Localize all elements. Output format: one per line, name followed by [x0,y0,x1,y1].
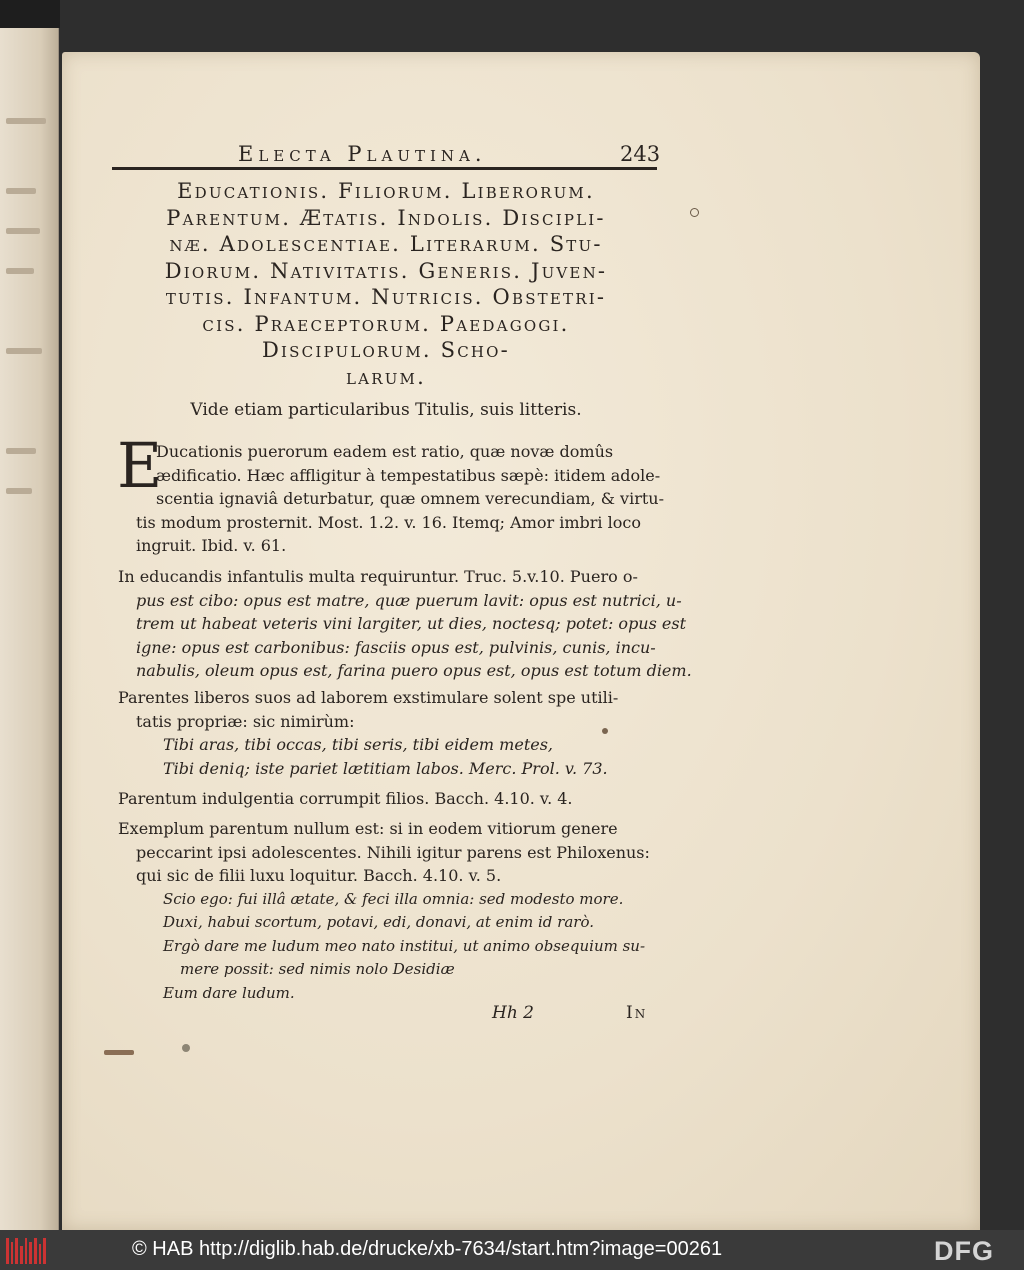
text-line: Parentes liberos suos ad laborem exstimulare solent spe utili- [118,688,619,707]
title-line: cis. Praeceptorum. Paedagogi. [202,311,570,336]
title-line: larum. [346,364,426,389]
verse-line: Ergò dare me ludum meo nato institui, ut animo obsequium su- [163,936,646,955]
paragraph-exemplum [118,817,658,1005]
paragraph-parentes [118,686,658,780]
text-line: nabulis, oleum opus est, farina puero opus est, opus est totum diem. [136,661,692,680]
signature-mark: Hh 2 [492,1003,534,1023]
text-line: peccarint ipsi adolescentes. Nihili igitur parens est Philoxenus: [136,842,650,862]
text-line: trem ut habeat veteris vini largiter, ut dies, noctesq; potet: opus est [136,614,687,633]
paragraph-indulgentia [118,787,658,811]
dfg-logo: DFG [934,1236,994,1266]
catchword: In [626,1003,648,1023]
title-line: Discipulorum. Scho- [262,338,510,362]
verse-line: Duxi, habui scortum, potavi, edi, donavi, at enim id rarò. [163,913,594,931]
cross-reference-note: Vide etiam particularibus Titulis, suis litteris. [190,400,582,420]
text-line: Exemplum parentum nullum est: si in eodem vitiorum genere [118,819,618,838]
paper-blemish [104,1050,134,1055]
verse-line: Eum dare ludum. [163,983,295,1002]
section-title [110,178,662,390]
paper-blemish [602,728,608,734]
text-line: qui sic de filii luxu loquitur. Bacch. 4.10. v. 5. [136,866,502,885]
scan-corner-tab [0,0,60,28]
previous-page-edge [0,28,59,1230]
text-line: scentia ignaviâ deturbatur, quæ omnem verecundiam, & virtu- [156,489,664,508]
text-line: igne: opus est carbonibus: fasciis opus est, pulvinis, cunis, incu- [136,637,656,657]
drop-capital: E [117,429,163,502]
verse-line: Tibi deniq; iste pariet lætitiam labos. Merc. Prol. v. 73. [163,758,608,778]
page-number: 243 [620,142,661,166]
paragraph-educationis [117,429,664,558]
text-line: Parentum indulgentia corrumpit filios. Bacch. 4.10. v. 4. [118,789,573,808]
verse-line: Scio ego: fui illâ ætate, & feci illa omnia: sed modesto more. [163,889,624,908]
text-line: tatis propriæ: sic nimirùm: [136,711,355,731]
text-line: In educandis infantulis multa requiruntur. Truc. 5.v.10. Puero o- [118,567,638,586]
verse-line: Tibi aras, tibi occas, tibi seris, tibi eidem metes, [163,735,554,754]
title-line: Diorum. Nativitatis. Generis. Juven- [164,258,608,283]
paper-blemish [182,1044,190,1052]
header-rule [112,167,657,170]
text-line: tis modum prosternit. Most. 1.2. v. 16. Itemq; Amor imbri loco [136,512,641,532]
text-line: ingruit. Ibid. v. 61. [136,536,287,555]
text-line: ædificatio. Hæc affligitur à tempestatibus sæpè: itidem adole- [156,465,661,485]
hab-logo-icon [6,1238,46,1264]
viewer-footer [0,1230,1024,1270]
paragraph-educandis [118,565,692,683]
title-line: Educationis. Filiorum. Liberorum. [177,179,595,203]
copyright-link[interactable]: © HAB http://diglib.hab.de/drucke/xb-7634/start.htm?image=00261 [132,1238,723,1260]
paper-blemish [690,208,699,217]
text-line: pus est cibo: opus est matre, quæ puerum lavit: opus est nutrici, u- [136,590,682,610]
verse-line: mere possit: sed nimis nolo Desidiæ [180,960,455,978]
title-line: Parentum. Ætatis. Indolis. Discipli- [166,205,606,230]
running-head: Electa Plautina. [238,142,487,166]
text-line: Ducationis puerorum eadem est ratio, quæ novæ domûs [156,442,614,461]
title-line: næ. Adolescentiae. Literarum. Stu- [169,232,603,256]
title-line: tutis. Infantum. Nutricis. Obstetri- [165,285,607,309]
